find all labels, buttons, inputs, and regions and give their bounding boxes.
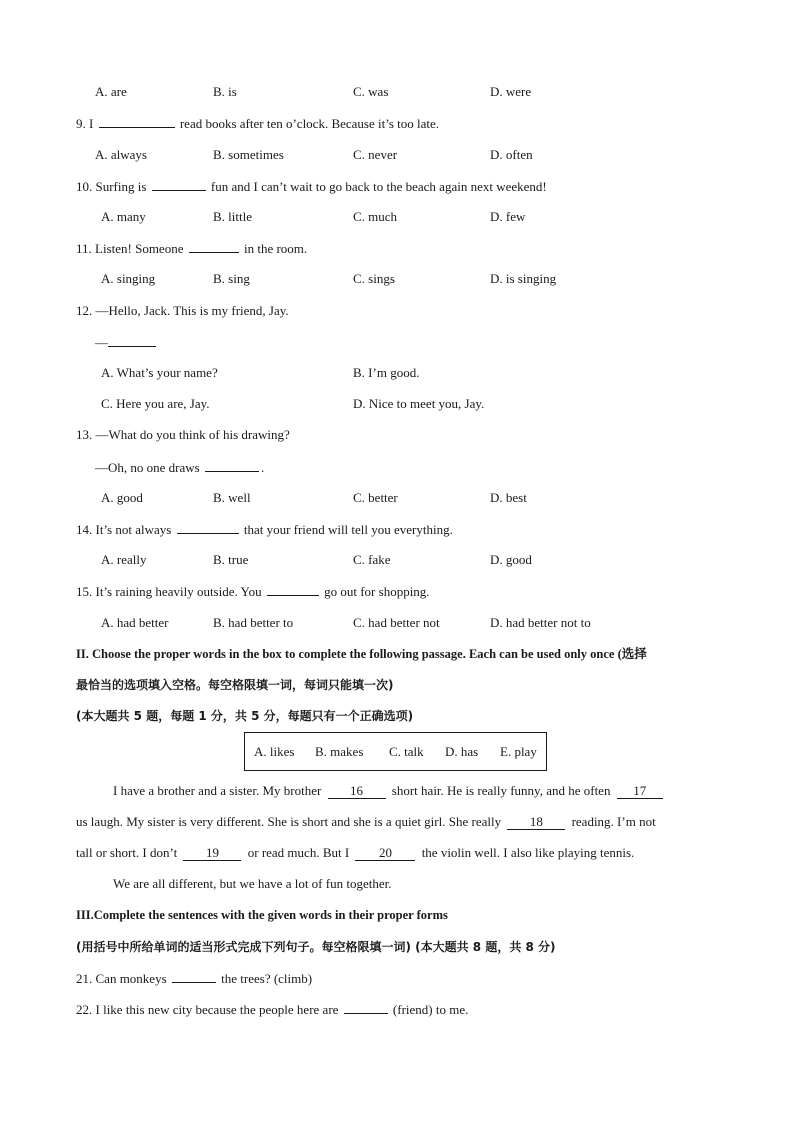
section-3-title-cn: (用括号中所给单词的适当形式完成下列句子。每空格限填一词) (本大题共 8 题，共 8 分) (76, 940, 556, 954)
word-box-item-a: A. likes (254, 744, 295, 759)
q10-option-a: A. many (101, 209, 146, 224)
q11-option-b: B. sing (213, 271, 250, 286)
q22-prefix: 22. I like this new city because the people here are (76, 1002, 339, 1017)
q22-suffix: (friend) to me. (392, 1002, 469, 1017)
word-box-item-c: C. talk (389, 744, 424, 759)
q9-option-b: B. sometimes (213, 147, 284, 162)
passage-line-2 (76, 813, 656, 831)
question-10 (76, 177, 547, 196)
blank-16: 16 (328, 784, 386, 799)
section-2-title: II. Choose the proper words in the box to complete the following passage. Each can be used only once (选择 (76, 647, 647, 661)
q11-suffix: in the room. (243, 241, 308, 256)
q8-option-b: B. is (213, 84, 237, 99)
q9-option-c: C. never (353, 147, 398, 162)
q12-dash: — (95, 335, 108, 350)
word-box (244, 732, 547, 771)
q12-reply-line (95, 333, 158, 352)
q10-option-b: B. little (213, 209, 252, 224)
word-box-item-b: B. makes (315, 744, 364, 759)
q8-option-d: D. were (490, 84, 532, 99)
blank-19: 19 (183, 846, 241, 861)
q14-option-c: C. fake (353, 552, 391, 567)
q9-blank (99, 114, 175, 128)
q12-option-c: C. Here you are, Jay. (101, 396, 210, 411)
blank-20: 20 (355, 846, 415, 861)
question-15 (76, 582, 430, 601)
q14-blank (177, 520, 239, 534)
q13-option-b: B. well (213, 490, 251, 505)
q10-blank (152, 177, 206, 191)
question-13: 13. —What do you think of his drawing? (76, 427, 290, 442)
passage-text: us laugh. My sister is very different. She is short and she is a quiet girl. She really (76, 814, 502, 829)
q21-suffix: the trees? (climb) (221, 971, 313, 986)
q14-suffix: that your friend will tell you everything. (243, 522, 453, 537)
q13-reply-line (95, 458, 264, 477)
q13-blank (205, 458, 259, 472)
q9-prefix: 9. I (76, 116, 94, 131)
blank-17: 17 (617, 784, 663, 799)
passage-text: or read much. But I (247, 845, 350, 860)
q13-option-a: A. good (101, 490, 143, 505)
q10-suffix: fun and I can’t wait to go back to the beach again next weekend! (210, 179, 547, 194)
passage-text: short hair. He is really funny, and he often (391, 783, 611, 798)
q10-option-c: C. much (353, 209, 398, 224)
q15-option-a: A. had better (101, 615, 169, 630)
q14-option-a: A. really (101, 552, 147, 567)
q11-blank (189, 239, 239, 253)
q13-reply-suffix: . (260, 460, 265, 475)
q12-blank (108, 333, 156, 347)
q10-prefix: 10. Surfing is (76, 179, 147, 194)
q13-option-c: C. better (353, 490, 398, 505)
question-22 (76, 1000, 468, 1019)
blank-18: 18 (507, 815, 565, 830)
section-2-title-cn: 最恰当的选项填入空格。每空格限填一词，每词只能填一次) (76, 678, 394, 692)
q9-option-d: D. often (490, 147, 533, 162)
q21-blank (172, 969, 216, 983)
q8-option-c: C. was (353, 84, 389, 99)
question-9 (76, 114, 439, 133)
question-14 (76, 520, 453, 539)
q12-option-d: D. Nice to meet you, Jay. (353, 396, 485, 411)
q9-suffix: read books after ten o’clock. Because it’s too late. (179, 116, 440, 131)
q15-blank (267, 582, 319, 596)
q11-option-d: D. is singing (490, 271, 557, 286)
q11-prefix: 11. Listen! Someone (76, 241, 184, 256)
passage-text: I have a brother and a sister. My brother (113, 783, 322, 798)
q15-option-b: B. had better to (213, 615, 294, 630)
question-12: 12. —Hello, Jack. This is my friend, Jay. (76, 303, 289, 318)
question-21 (76, 969, 312, 988)
word-box-item-e: E. play (500, 744, 537, 759)
q11-option-a: A. singing (101, 271, 156, 286)
q12-option-a: A. What’s your name? (101, 365, 218, 380)
q15-option-d: D. had better not to (490, 615, 591, 630)
q10-option-d: D. few (490, 209, 526, 224)
question-11 (76, 239, 307, 258)
q14-option-d: D. good (490, 552, 532, 567)
q14-option-b: B. true (213, 552, 249, 567)
q15-suffix: go out for shopping. (324, 584, 430, 599)
section-3-title: III.Complete the sentences with the given words in their proper forms (76, 908, 448, 922)
q13-reply-prefix: —Oh, no one draws (95, 460, 200, 475)
section-2-subtitle: (本大题共 5 题，每题 1 分，共 5 分，每题只有一个正确选项) (76, 709, 414, 723)
q15-prefix: 15. It’s raining heavily outside. You (76, 584, 262, 599)
q9-option-a: A. always (95, 147, 147, 162)
passage-text: tall or short. I don’t (76, 845, 178, 860)
passage-text: the violin well. I also like playing tennis. (421, 845, 635, 860)
q14-prefix: 14. It’s not always (76, 522, 172, 537)
passage-line-1 (113, 782, 666, 800)
passage-line-4: We are all different, but we have a lot of fun together. (113, 876, 392, 891)
passage-text: reading. I’m not (571, 814, 656, 829)
q22-blank (344, 1000, 388, 1014)
q8-option-a: A. are (95, 84, 127, 99)
passage-line-3 (76, 844, 634, 862)
word-box-item-d: D. has (445, 744, 479, 759)
q13-option-d: D. best (490, 490, 527, 505)
q11-option-c: C. sings (353, 271, 395, 286)
q12-option-b: B. I’m good. (353, 365, 420, 380)
q21-prefix: 21. Can monkeys (76, 971, 167, 986)
q15-option-c: C. had better not (353, 615, 440, 630)
